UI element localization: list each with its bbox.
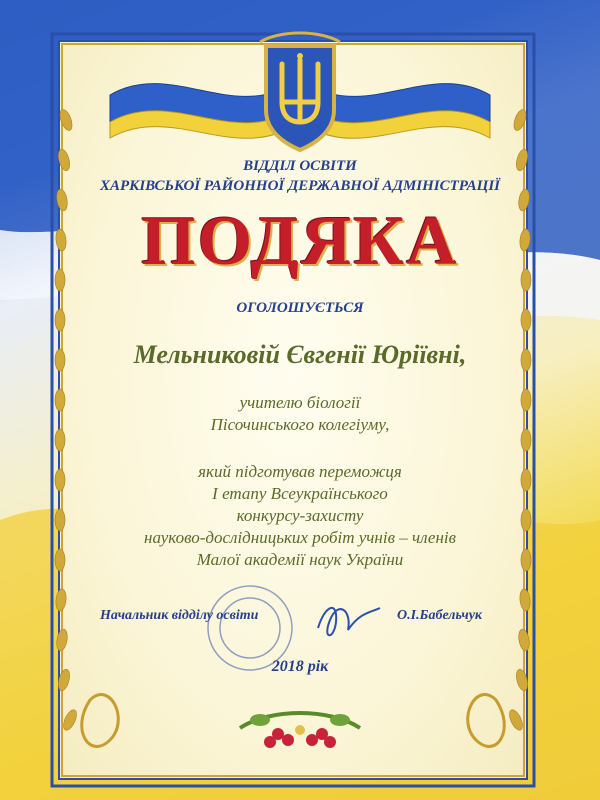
viburnum-berries-icon — [240, 713, 360, 748]
knot-ornament-right — [468, 695, 505, 747]
body-line-5: Малої академії наук України — [196, 550, 404, 569]
handwritten-signature — [318, 608, 380, 635]
signature-name: О.І.Бабельчук — [397, 608, 483, 623]
body-line-1: який підготував переможця — [198, 462, 402, 481]
position-line-1: учителю біології — [239, 393, 361, 412]
announce-label: ОГОЛОШУЄТЬСЯ — [236, 300, 364, 316]
certificate-year: 2018 рік — [271, 658, 329, 675]
position-line-2: Пісочинського колегіуму, — [210, 415, 390, 434]
department-name: ВІДДІЛ ОСВІТИ — [243, 158, 357, 174]
body-line-4: науково-дослідницьких робіт учнів – членів — [144, 528, 456, 547]
certificate-title: ПОДЯКА — [141, 203, 459, 280]
body-line-3: конкурсу-захисту — [236, 506, 364, 525]
knot-ornament-left — [82, 695, 119, 747]
recipient-name: Мельниковій Євгенії Юріївні, — [133, 340, 467, 369]
administration-name: ХАРКІВСЬКОЇ РАЙОННОЇ ДЕРЖАВНОЇ АДМІНІСТРАЦІЇ — [100, 178, 500, 194]
ukraine-trident-emblem-icon — [260, 33, 340, 150]
body-line-2: І етапу Всеукраїнського — [212, 484, 388, 503]
signature-role: Начальник відділу освіти — [100, 608, 259, 623]
